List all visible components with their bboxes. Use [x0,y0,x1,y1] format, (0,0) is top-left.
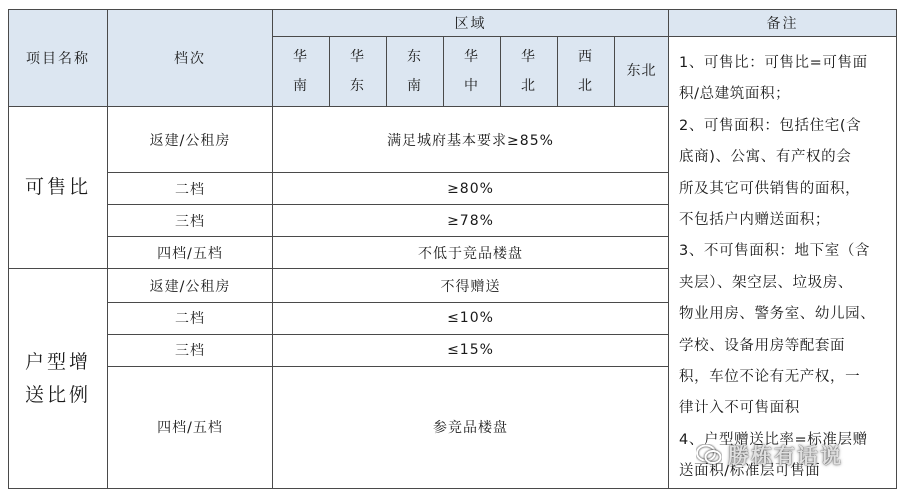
value-cell: 满足城府基本要求≥85% [273,107,669,173]
cropped-caption-bottom [0,489,908,496]
tier-cell: 二档 [108,302,273,334]
header-region: 区域 [273,10,669,37]
region-label: 东 南 [407,48,423,94]
header-item-name: 项目名称 [9,10,108,107]
notes-line: 2、可售面积：包括住宅(含 [679,117,862,134]
region-label: 华 南 [293,48,309,94]
category-gift-ratio [9,269,108,488]
header-tier: 档次 [108,10,273,107]
notes-line: 4、户型赠送比率=标准层赠 [679,431,868,448]
region-label: 东北 [626,63,657,79]
category-gift-ratio-label: 户型增送比例 [24,350,91,406]
spec-table [8,9,897,489]
value-cell: ≤15% [273,334,669,366]
notes-line: 物业用房、警务室、幼儿园、 [679,306,876,323]
region-cell [330,37,387,107]
value-cell: 不得赠送 [273,269,669,302]
notes-line: 1、可售比：可售比=可售面 [679,55,868,71]
value-cell: ≥80% [273,173,669,205]
region-cell [615,37,669,107]
region-label: 西 北 [578,48,594,94]
tier-cell: 返建/公租房 [108,107,273,173]
notes-line: 学校、设备用房等配套面 [679,337,846,354]
wechat-icon [696,444,722,466]
notes-line: 3、不可售面积：地下室（含 [679,243,871,260]
tier-cell: 四档/五档 [108,237,273,269]
value-cell: ≥78% [273,205,669,237]
notes-text [669,37,896,488]
header-notes: 备注 [669,10,897,37]
notes-line: 所及其它可供销售的面积， [679,180,861,197]
region-label: 华 中 [464,48,480,94]
tier-cell: 返建/公租房 [108,269,273,302]
watermark [696,440,843,470]
notes-line: 积/总建筑面积； [679,86,791,103]
notes-line: 不包括户内赠送面积； [679,212,830,229]
notes-line: 底商)、公寓、有产权的会 [679,149,852,166]
value-cell: ≤10% [273,302,669,334]
category-sellable-ratio: 可售比 [9,107,108,269]
region-cell [273,37,330,107]
notes-line: 送面积/标准层可售面 [679,463,821,480]
notes-line: 律计入不可售面积 [679,400,800,417]
region-label: 华 北 [521,48,537,94]
value-cell: 不低于竞品楼盘 [273,237,669,269]
notes-line: 积，车位不论有无产权，一 [679,369,861,386]
tier-cell: 三档 [108,334,273,366]
notes-cell [669,37,897,489]
region-cell [444,37,501,107]
notes-line: 夹层）、架空层、垃圾房、 [679,274,853,291]
tier-cell: 四档/五档 [108,366,273,488]
tier-cell: 二档 [108,173,273,205]
region-label: 华 东 [350,48,366,94]
region-cell [387,37,444,107]
tier-cell: 三档 [108,205,273,237]
value-cell: 参竞品楼盘 [273,366,669,488]
region-cell [501,37,558,107]
region-cell [558,37,615,107]
watermark-text: 勝栋有话说 [728,444,843,468]
